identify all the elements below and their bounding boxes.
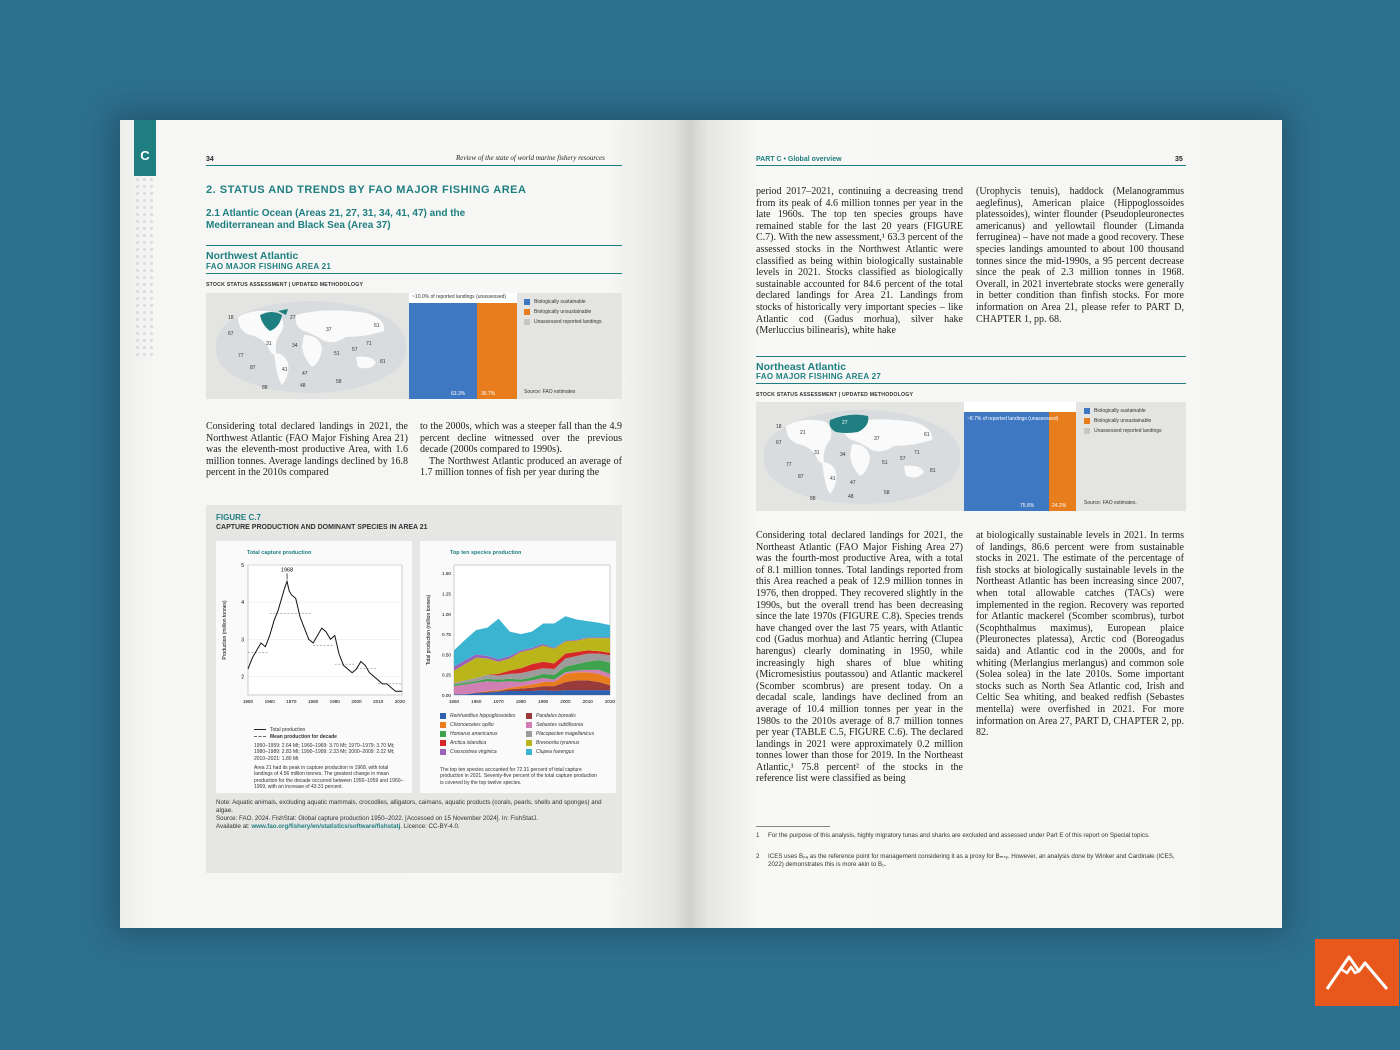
map-label: 87 bbox=[798, 474, 804, 480]
x-tick-label: 1970 bbox=[493, 699, 504, 704]
x-tick-label: 1980 bbox=[515, 699, 526, 704]
footnote-2: 2 ICES uses Bₚₐ as the reference point for management considering it as a proxy for Bₘₛᵧ. However, an analysis done by Winker and Cardinale (ICES, 2022) demonstrates this is more akin to B₀. bbox=[756, 853, 1175, 868]
figure-note: Note: Aquatic animals, excluding aquatic mammals, crocodiles, alligators, caimans, aquatic products (corals, pearls, shells and sponges) and algae. bbox=[216, 799, 602, 814]
map-label: 18 bbox=[776, 424, 782, 430]
body-column-3: Considering total declared landings for 2021, the Northeast Atlantic (FAO Major Fishing Area 27) was the fourth-most productive Area, with a total of 8.1 million tonnes. Total landings reported from this Area reached a peak of 12.9 million tonnes in 1976, then dropped. They recovered slightly in the 1990s, but the overall trend has been decreasing since the late 1970s (FIGURE C.8). Species trends have changed over the last 75 years, with Atlantic cod (Gadus morhua) and Atlantic herring (Clupea harengus) clearly dominating in 1950, while increasingly high shares of blue whiting (Micromesistius poutassou) and Atlantic mackerel (Scomber scombrus) are present today. On a decadal scale, landings have declined from an average of 10.4 million tonnes per year in the 1980s to the 2010s average of 8.7 million tonnes per year (TABLE C.5, FIGURE C.6). The declared landings in 2021 were approximately 0.2 million tonnes lower than those for 2019. In the Northeast Atlantic,¹ 75.8 percent² of the stocks in the reference list were classified as being bbox=[756, 530, 963, 785]
chart1-legend-line: Total production bbox=[254, 727, 305, 733]
x-tick-label: 1990 bbox=[329, 699, 340, 704]
map-label: 31 bbox=[266, 341, 272, 347]
x-tick-label: 2010 bbox=[373, 699, 384, 704]
map-label: 34 bbox=[840, 452, 846, 458]
map-label: 67 bbox=[228, 331, 234, 337]
header-rule bbox=[206, 165, 622, 166]
stock-status-panel bbox=[206, 293, 622, 399]
sustainable-pct: 75.8% bbox=[1020, 502, 1035, 509]
chart1-note: Area 21 had its peak in capture production in 1968, with total landings of 4.56 million tonnes. The greatest change in mean production for the decade occurred between 1950–1959 and 1960–1969, with an increase of 43.31 percent. bbox=[254, 765, 404, 790]
unsustainable-pct: 24.2% bbox=[1052, 502, 1067, 509]
map-label: 57 bbox=[900, 456, 906, 462]
map-label: 18 bbox=[228, 315, 234, 321]
map-label: 41 bbox=[282, 367, 288, 373]
area-title: Northeast Atlantic bbox=[756, 361, 847, 373]
x-tick-label: 2020 bbox=[604, 699, 616, 704]
footnote-1: 1 For the purpose of this analysis, highly migratory tunas and sharks are excluded and assessed under Part E of this report on Special topics. bbox=[756, 832, 1150, 839]
map-label: 41 bbox=[830, 476, 836, 482]
map-label: 48 bbox=[848, 494, 854, 500]
map-label: 21 bbox=[256, 323, 262, 329]
unassessed-note: ~8.7% of reported landings (unassessed) bbox=[967, 416, 1059, 422]
x-tick-label: 1950 bbox=[242, 699, 254, 704]
chart-panel-2 bbox=[420, 541, 616, 793]
figure-available: Available at: www.fao.org/fishery/en/statistics/software/fishstatj. Licence: CC-BY-4.0. bbox=[216, 823, 460, 830]
legend-item: Unassessed reported landings bbox=[1084, 428, 1162, 434]
stock-status-panel bbox=[756, 402, 1186, 511]
page-number: 34 bbox=[206, 156, 214, 163]
area-top-rule bbox=[756, 356, 1186, 357]
y-tick-label: 2 bbox=[241, 674, 244, 681]
map-label: 47 bbox=[850, 480, 856, 486]
y-tick-label: 4 bbox=[241, 600, 244, 607]
map-label: 61 bbox=[374, 323, 380, 329]
map-label: 67 bbox=[776, 440, 782, 446]
species-legend-item: Sebastes subtilisonia bbox=[526, 722, 583, 728]
x-tick-label: 2000 bbox=[560, 699, 571, 704]
figure-label: FIGURE C.7 bbox=[216, 513, 261, 522]
sustainable-pct: 63.3% bbox=[451, 390, 466, 397]
legend-item: Biologically unsustainable bbox=[1084, 418, 1162, 424]
body-paragraph: to the 2000s, which was a steeper fall than the 4.9 percent decline witnessed over the previous decade (2000s compared to 1990s). The Northwest Atlantic produced an average of 1.7 million tonnes of fish per year during the bbox=[420, 421, 622, 479]
x-tick-label: 1960 bbox=[471, 699, 482, 704]
area-bottom-rule bbox=[206, 273, 622, 274]
subsection-title-2: Mediterranean and Black Sea (Area 37) bbox=[206, 220, 391, 231]
stock-status-label: STOCK STATUS ASSESSMENT | UPDATED METHODOLOGY bbox=[206, 282, 364, 288]
x-tick-label: 2000 bbox=[351, 699, 362, 704]
map-label: 51 bbox=[334, 351, 340, 357]
species-legend-item: Placopecten magellanicus bbox=[526, 731, 594, 737]
area-subtitle: FAO MAJOR FISHING AREA 21 bbox=[206, 262, 332, 271]
section-title: 2. STATUS AND TRENDS BY FAO MAJOR FISHING AREA bbox=[206, 184, 527, 196]
map-label: 71 bbox=[914, 450, 920, 456]
status-legend bbox=[1084, 408, 1162, 438]
species-legend-item: Arctica islandica bbox=[440, 740, 486, 746]
chart2-note: The top ten species accounted for 72.31 percent of total capture production in 2021. Seventy-five percent of the total capture production is covered by the top twelve species. bbox=[440, 767, 598, 786]
status-bar-frame bbox=[409, 293, 517, 399]
map-label: 88 bbox=[810, 496, 816, 502]
right-page bbox=[690, 120, 1282, 928]
left-page bbox=[120, 120, 690, 928]
status-source: Source: FAO estimates. bbox=[1084, 500, 1137, 506]
capture-line-chart bbox=[216, 559, 412, 711]
map-label: 71 bbox=[366, 341, 372, 347]
y-tick-label: 3 bbox=[241, 637, 244, 644]
status-legend bbox=[524, 299, 602, 329]
map-land-svg bbox=[216, 301, 406, 393]
figure-title: CAPTURE PRODUCTION AND DOMINANT SPECIES IN AREA 21 bbox=[216, 524, 428, 531]
peak-annotation: 1968 bbox=[280, 567, 294, 574]
figure-c7 bbox=[206, 505, 622, 873]
y-tick-label: 0.50 bbox=[442, 652, 451, 658]
map-land-svg bbox=[764, 410, 960, 504]
unsustainable-bar bbox=[477, 303, 517, 399]
map-label: 57 bbox=[352, 347, 358, 353]
area-title: Northwest Atlantic bbox=[206, 250, 299, 262]
map-label: 88 bbox=[262, 385, 268, 391]
status-source: Source: FAO estimates bbox=[524, 389, 576, 395]
fishstat-link[interactable]: www.fao.org/fishery/en/statistics/software/fishstatj bbox=[251, 823, 401, 830]
y-tick-label: 1.00 bbox=[442, 611, 451, 617]
stock-status-label: STOCK STATUS ASSESSMENT | UPDATED METHODOLOGY bbox=[756, 392, 914, 398]
legend-item: Biologically sustainable bbox=[1084, 408, 1162, 414]
world-map bbox=[216, 301, 406, 393]
species-legend-item: Pandalus borealis bbox=[526, 713, 576, 719]
y-tick-label: 1.50 bbox=[442, 571, 451, 577]
x-tick-label: 1950 bbox=[448, 699, 460, 704]
map-label: 34 bbox=[292, 343, 298, 349]
map-label: 21 bbox=[800, 430, 806, 436]
x-tick-label: 1960 bbox=[264, 699, 275, 704]
x-tick-label: 2010 bbox=[582, 699, 593, 704]
figure-source: Source: FAO. 2024. FishStat: Global capture production 1950–2022. [Accessed on 15 November 2024]. In: FishStatJ. bbox=[216, 815, 538, 822]
species-legend-item: Clupea harengus bbox=[526, 749, 574, 755]
map-label: 81 bbox=[380, 359, 386, 365]
map-label: 31 bbox=[814, 450, 820, 456]
y-axis-label: Total production (million tonnes) bbox=[426, 594, 432, 666]
area-top-rule bbox=[206, 245, 622, 246]
header-rule bbox=[756, 165, 1186, 166]
area-subtitle: FAO MAJOR FISHING AREA 27 bbox=[756, 372, 882, 381]
part-label: PART C • Global overview bbox=[756, 156, 842, 163]
map-label: 77 bbox=[238, 353, 244, 359]
decorative-dots bbox=[134, 176, 156, 356]
mountain-icon bbox=[1315, 939, 1399, 1006]
chart1-legend-mean: Mean production for decade bbox=[254, 734, 337, 740]
body-column-2: (Urophycis tenuis), haddock (Melanogrammus aeglefinus), American plaice (Hippoglossoides platessoides), winter flounder (Pseudopleuronectes americanus) and yellowtail flounder (Limanda ferruginea) – have not made a good recovery. These species landings amounted to about 100 thousand tonnes since the mid-1990s, a 95 percent decrease since the peak of 2.3 million tonnes in 1968. Overall, in 2021 invertebrate stocks were generally in better condition than finfish stocks. For more information on Area 21, please refer to PART D, CHAPTER 1, pp. 68. bbox=[976, 186, 1184, 325]
x-tick-label: 1980 bbox=[307, 699, 319, 704]
map-label: 47 bbox=[302, 371, 308, 377]
page-number: 35 bbox=[1175, 156, 1183, 163]
body-column-1: period 2017–2021, continuing a decreasing trend from its peak of 4.6 million tonnes per year in the late 1960s. The top ten species groups have remained stable for the last 20 years (FIGURE C.7). With the new assessment,¹ 63.3 percent of the assessed stocks in the Northwest Atlantic were classified as being within biologically sustainable levels in 2021. Stocks classified as biologically sustainable accounted for 84.6 percent of the total declared landings for Area 21. Landings from stocks of historically very important species – like Atlantic cod (Gadus morhua), silver hake (Merluccius bilinearis), white hake bbox=[756, 186, 963, 337]
map-label: 81 bbox=[930, 468, 936, 474]
x-tick-label: 1970 bbox=[286, 699, 297, 704]
y-tick-label: 5 bbox=[241, 563, 244, 569]
footnote-rule bbox=[756, 826, 830, 827]
species-legend-item: Homarus americanus bbox=[440, 731, 498, 737]
y-tick-label: 0.25 bbox=[442, 672, 451, 678]
y-tick-label: 0.00 bbox=[442, 693, 451, 698]
unassessed-note: ~10.0% of reported landings (unassessed) bbox=[412, 294, 507, 300]
chart1-title: Total capture production bbox=[247, 550, 312, 556]
y-tick-label: 1.25 bbox=[442, 591, 451, 597]
legend-item: Biologically sustainable bbox=[524, 299, 602, 305]
y-axis-label: Production (million tonnes) bbox=[222, 600, 228, 660]
species-legend-item: Reinhardtius hippoglossoides bbox=[440, 713, 515, 719]
map-label: 58 bbox=[336, 379, 342, 385]
map-label: 77 bbox=[786, 462, 792, 468]
x-tick-label: 1990 bbox=[538, 699, 549, 704]
unsustainable-bar bbox=[1049, 412, 1076, 511]
y-tick-label: 0.75 bbox=[442, 632, 451, 638]
section-tab: C bbox=[134, 120, 156, 176]
legend-item: Biologically unsustainable bbox=[524, 309, 602, 315]
map-label: 27 bbox=[842, 420, 848, 426]
species-legend-item: Brevoortia tyrannus bbox=[526, 740, 579, 746]
map-label: 37 bbox=[326, 327, 332, 333]
status-bar-frame bbox=[964, 402, 1076, 511]
chart1-decade-means: 1950–1959: 2.64 Mt; 1960–1969: 3.70 Mt; 1970–1979: 3.70 Mt; 1980–1989: 2.83 Mt; 1990–1999: 2.33 Mt; 2000–2009: 2.22 Mt; 2010–2021: 1.80 Mt bbox=[254, 743, 395, 762]
legend-item: Unassessed reported landings bbox=[524, 319, 602, 325]
chart2-title: Top ten species production bbox=[450, 550, 522, 556]
body-paragraph: Considering total declared landings in 2021, the Northwest Atlantic (FAO Major Fishing Area 21) was the eleventh-most productive Area, with 1.6 million tonnes. Average landings declined by 16.8 percent in the 2010s compared bbox=[206, 421, 408, 479]
area-bottom-rule bbox=[756, 383, 1186, 384]
world-map bbox=[764, 410, 960, 504]
species-area-chart bbox=[420, 559, 616, 711]
subsection-title-1: 2.1 Atlantic Ocean (Areas 21, 27, 31, 34, 41, 47) and the bbox=[206, 208, 466, 219]
map-label: 27 bbox=[290, 315, 296, 321]
brand-logo[interactable] bbox=[1315, 939, 1399, 1006]
map-label: 58 bbox=[884, 490, 890, 496]
unsustainable-pct: 36.7% bbox=[481, 390, 496, 397]
species-legend-item: Chionoecetes opilio bbox=[440, 722, 494, 728]
species-legend-item: Crassostrea virginica bbox=[440, 749, 497, 755]
map-label: 37 bbox=[874, 436, 880, 442]
running-head: Review of the state of world marine fishery resources bbox=[456, 154, 605, 162]
body-column-4: at biologically sustainable levels in 2021. In terms of landings, 86.6 percent were from sustainable stocks in 2021. The estimate of the percentage of fish stocks at biologically sustainable levels in the Northeast Atlantic has been increasing since 2007, when total allowable catches (TACs) were implemented in the region. Recovery was reported for Atlantic mackerel (Scomber scombrus), turbot (Scophthalmus maximus), European plaice (Pleuronectes platessa), Arctic cod (Boreogadus saida) and Atlantic cod in the 2000s, and for whiting (Merlangius merlangus) and common sole (Solea solea) in the late 2010s. Some important stocks such as North Sea Atlantic cod, Irish and Celtic Sea whiting, and beaked redfish (Sebastes mentella) were overfished in 2021. For more information on Area 27, PART D, CHAPTER 2, pp. 82. bbox=[976, 530, 1184, 739]
sustainable-bar bbox=[409, 303, 477, 399]
sustainable-bar bbox=[964, 412, 1049, 511]
x-tick-label: 2020 bbox=[394, 699, 405, 704]
map-label: 87 bbox=[250, 365, 256, 371]
chart-panel-1 bbox=[216, 541, 412, 793]
map-label: 51 bbox=[882, 460, 888, 466]
map-label: 48 bbox=[300, 383, 306, 389]
map-label: 61 bbox=[924, 432, 930, 438]
